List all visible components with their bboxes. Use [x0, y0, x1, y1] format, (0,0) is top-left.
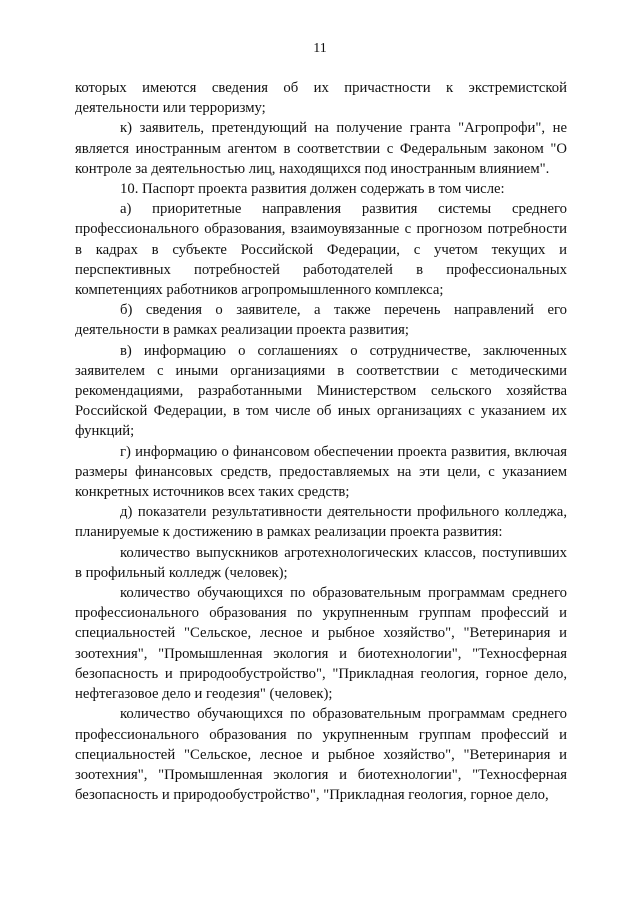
paragraph-indicator-1: количество выпускников агротехнологических классов, поступивших в профильный колледж (человек);: [75, 544, 567, 581]
paragraph-item-b: б) сведения о заявителе, а также перечень направлений его деятельности в рамках реализации проекта развития;: [75, 302, 567, 339]
paragraph-item-g: г) информацию о финансовом обеспечении проекта развития, включая размеры финансовых средств, предоставляемых на эти цели, с указанием конкретных источников всех таких средств;: [75, 443, 567, 501]
paragraph-item-k: к) заявитель, претендующий на получение гранта "Агропрофи", не является иностранным агентом в соответствии с Федеральным законом "О контроле за деятельностью лиц, находящихся под иностранным влиянием".: [75, 120, 567, 177]
paragraph-item-d: д) показатели результативности деятельности профильного колледжа, планируемые к достижению в рамках реализации проекта развития:: [75, 504, 567, 541]
paragraph-item-v: в) информацию о соглашениях о сотрудничестве, заключенных заявителем с иными организациями в соответствии с методическими рекомендациями, разработанными Министерством сельского хозяйства Российской Федерации, в том числе об иных организациях с указанием их функций;: [75, 342, 567, 440]
paragraph-indicator-3: количество обучающихся по образовательным программам среднего профессионального образования по укрупненным группам профессий и специальностей "Сельское, лесное и рыбное хозяйство", "Ветеринария и зоотехния", "Промышленная экология и биотехнологии", "Техносферная безопасность и природообустройство", "Прикладная геология, горное дело,: [75, 706, 567, 804]
paragraph-item-a: а) приоритетные направления развития системы среднего профессионального образования, взаимоувязанные с прогнозом потребности в кадрах в субъекте Российской Федерации, с учетом текущих и перспективных потребностей работодателей в профессиональных компетенциях работников агропромышленного комплекса;: [75, 201, 567, 299]
paragraph-section-10: 10. Паспорт проекта развития должен содержать в том числе:: [120, 181, 505, 198]
paragraph-continuation: которых имеются сведения об их причастности к экстремистской деятельности или терроризму;: [75, 80, 567, 117]
document-body: [75, 78, 567, 805]
page-number: 11: [313, 41, 327, 56]
paragraph-indicator-2: количество обучающихся по образовательным программам среднего профессионального образования по укрупненным группам профессий и специальностей "Сельское, лесное и рыбное хозяйство", "Ветеринария и зоотехния", "Промышленная экология и биотехнологии", "Техносферная безопасность и природообустройство", "Прикладная геология, горное дело, нефтегазовое дело и геодезия" (человек);: [75, 585, 567, 703]
